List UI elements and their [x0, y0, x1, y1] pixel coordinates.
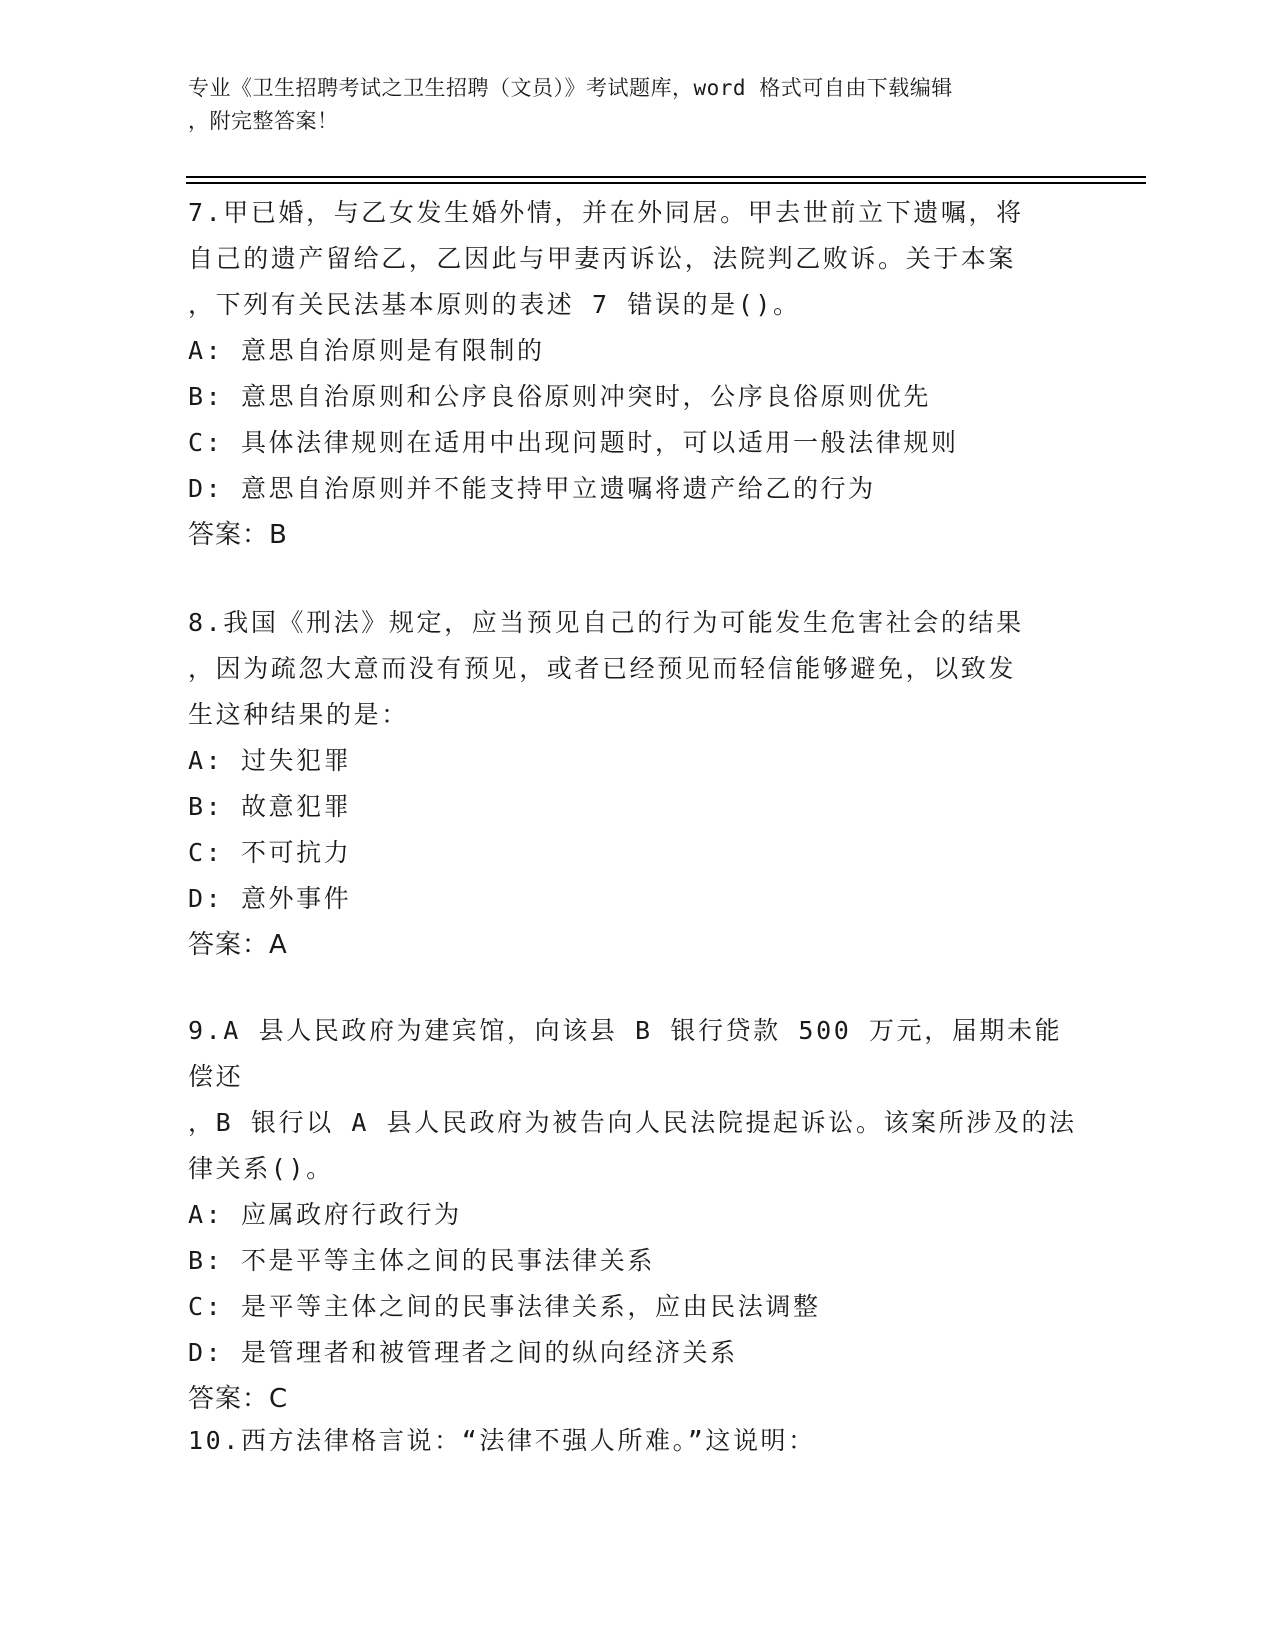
- option-c: C: 是平等主体之间的民事法律关系，应由民法调整: [188, 1292, 821, 1321]
- question-stem-line: ，B 银行以 A 县人民政府为被告向人民法院提起诉讼。该案所涉及的法: [188, 1108, 1077, 1137]
- question-stem-line: ，因为疏忽大意而没有预见，或者已经预见而轻信能够避免，以致发: [188, 654, 1017, 683]
- option-b: B: 故意犯罪: [188, 792, 352, 821]
- document-header: [188, 72, 1068, 138]
- question-stem-line: 9.A 县人民政府为建宾馆，向该县 B 银行贷款 500 万元，届期未能偿还: [188, 1016, 1063, 1091]
- question-stem-line: 律关系()。: [188, 1154, 334, 1183]
- option-d: D: 是管理者和被管理者之间的纵向经济关系: [188, 1338, 738, 1367]
- answer: 答案：C: [188, 1384, 289, 1414]
- header-divider-top: [186, 176, 1146, 178]
- question-stem-line: 自己的遗产留给乙，乙因此与甲妻丙诉讼，法院判乙败诉。关于本案: [188, 244, 1017, 273]
- option-d: D: 意思自治原则并不能支持甲立遗嘱将遗产给乙的行为: [188, 474, 876, 503]
- option-b: B: 不是平等主体之间的民事法律关系: [188, 1246, 655, 1275]
- question-9: [188, 1008, 1088, 1422]
- answer: 答案：B: [188, 520, 288, 550]
- question-7: [188, 190, 1088, 558]
- question-8: [188, 600, 1088, 968]
- option-c: C: 具体法律规则在适用中出现问题时，可以适用一般法律规则: [188, 428, 959, 457]
- header-line-1: 专业《卫生招聘考试之卫生招聘（文员）》考试题库，word 格式可自由下载编辑: [188, 76, 953, 100]
- option-a: A: 过失犯罪: [188, 746, 352, 775]
- option-a: A: 应属政府行政行为: [188, 1200, 462, 1229]
- question-stem-line: 10.西方法律格言说：“法律不强人所难。”这说明：: [188, 1426, 816, 1455]
- option-b: B: 意思自治原则和公序良俗原则冲突时，公序良俗原则优先: [188, 382, 931, 411]
- header-line-2: ，附完整答案！: [188, 109, 339, 133]
- question-stem-line: ，下列有关民法基本原则的表述 7 错误的是()。: [188, 290, 801, 319]
- question-stem-line: 7.甲已婚，与乙女发生婚外情，并在外同居。甲去世前立下遗嘱，将: [188, 198, 1024, 227]
- option-d: D: 意外事件: [188, 884, 352, 913]
- question-10: [188, 1418, 1088, 1464]
- option-a: A: 意思自治原则是有限制的: [188, 336, 545, 365]
- question-stem-line: 生这种结果的是：: [188, 700, 409, 729]
- header-divider-bottom: [186, 182, 1146, 184]
- question-stem-line: 8.我国《刑法》规定，应当预见自己的行为可能发生危害社会的结果: [188, 608, 1024, 637]
- answer: 答案：A: [188, 930, 288, 960]
- option-c: C: 不可抗力: [188, 838, 352, 867]
